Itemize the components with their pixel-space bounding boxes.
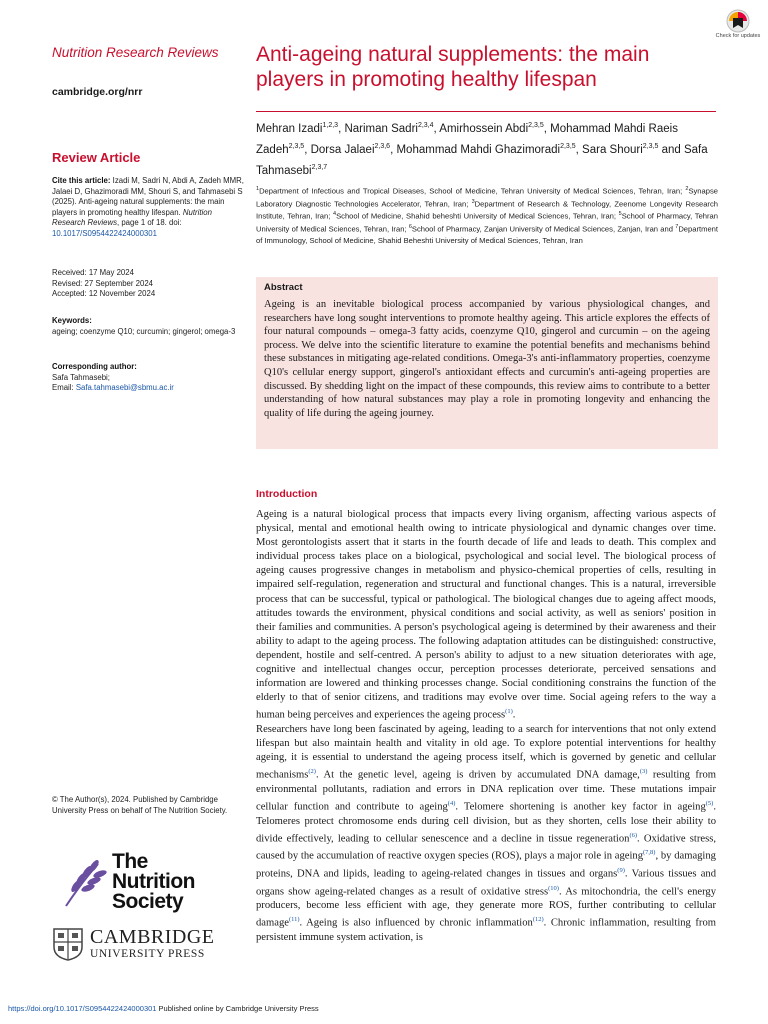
accepted-date: Accepted: 12 November 2024	[52, 289, 156, 298]
article-type: Review Article	[52, 150, 141, 165]
cite-doi-link[interactable]: 10.1017/S0954422424000301	[52, 228, 157, 238]
journal-url-link[interactable]: cambridge.org/nrr	[52, 86, 143, 98]
corresponding-label: Corresponding author:	[52, 362, 137, 371]
check-for-updates-icon[interactable]	[719, 8, 757, 50]
check-for-updates-label[interactable]: Check for updates	[715, 33, 761, 39]
ref-link[interactable]: (6)	[629, 831, 638, 839]
footer	[8, 1004, 319, 1013]
nutrition-society-logo: The Nutrition Society	[112, 850, 195, 913]
keywords-label: Keywords:	[52, 316, 92, 325]
affiliations: $^1$Department of Infectious and Tropical Diseases, School of Medicine, Tehran University of Medical Sciences, Tehran, Iran; $^2$Synapse Laboratory Diagnostic Technologies Accelerator, Tehran, Iran; $^3$Department of Research & Technology, Zeenome Longevity Research Institute, Tehran, Iran; $^4$School of Medicine, Shahid beheshti University of Medical Sciences, Tehran, Iran; $^5$School of Pharmacy, Tehran University of Medical Sciences, Tehran, Iran; $^6$School of Pharmacy, Zanjan University of Medical Sciences, Zanjan, Iran and $^7$Department of Immunology, School of Medicine, Shahid Beheshti University of Medical Sciences, Tehran, Iran	[256, 186, 719, 245]
abstract-text: Ageing is an inevitable biological process accompanied by various physiological changes, and researchers have long sought interventions to promote healthy ageing. This article explores the effects of four natural compounds – omega-3 fatty acids, coenzyme Q10, gingerol and curcumin – on the ageing process. We delve into the scientific literature to examine the potential benefits and mechanisms behind these substances in mitigating age-related conditions. Omega-3's anti-inflammatory properties, coenzyme Q10's cellular energy support, gingerol's antioxidant effects and curcumin's anti-ageing properties are discussed. By shedding light on the impact of these compounds, this review aims to contribute to a better understanding of how natural substances may play a role in promoting longevity and enhancing the quality of life during the ageing journey.	[264, 299, 710, 419]
ref-link[interactable]: (5)	[705, 799, 714, 807]
paragraph-1: Ageing is a natural biological process that impacts every living organism, affecting various aspects of physical, mental and emotional health owing to intricate physiological and dynamic changes over time. Most gerontologists assert that it starts in the fourth decade of life and leads to death. This complex and individual process takes place on a biological, psychological and social level. The biological process of ageing causes progressive changes in metabolism and physico-chemical properties of cells, resulting in impaired self-regulation, regeneration and structural and functional changes. This is a natural, irreversible process that can be successful, typical or pathological. The biological changes due to ageing affect moods, attitudes towards the environment, physical conditions and social activity, as well as seniors' position in their families and communities. A person's psychological ageing is determined by their awareness and their ability to adapt to the ageing process. The following adaptation attitudes can be distinguished: constructive, dependent, hostile and self-centred. A person's ability to adjust to a new situation deteriorates with age, cognitive and intellectual changes occur, perception processes deteriorate, perceived sensations and information are lowered and thinking processes change. Social conditioning constrains the function of the elderly to that of senior citizens, and traditions may evolve over time. Social ageing refers to the way a human being perceives and experiences the ageing process$^{(1)}$.	[256, 509, 716, 721]
doi-link[interactable]: https://doi.org/10.1017/S0954422424000301	[8, 1004, 157, 1013]
ref-link[interactable]: (10)	[548, 884, 559, 892]
published-note: Published online by Cambridge University Press	[156, 1004, 319, 1013]
wheat-icon	[60, 858, 108, 910]
ref-link[interactable]: (2)	[308, 768, 316, 776]
copyright-notice: © The Author(s), 2024. Published by Cambridge University Press on behalf of The Nutrition Society.	[52, 795, 228, 815]
title-divider	[256, 111, 716, 112]
introduction-heading: Introduction	[256, 488, 318, 500]
cambridge-shield-icon	[52, 927, 84, 961]
cite-journal: Nutrition Research Reviews	[52, 207, 212, 227]
citation-block	[52, 176, 247, 239]
ref-link[interactable]: (11)	[288, 916, 300, 924]
ref-link[interactable]: (1)	[505, 708, 513, 716]
corresponding-name: Safa Tahmasebi;	[52, 372, 110, 382]
abstract-heading: Abstract	[264, 282, 303, 293]
ref-link[interactable]: (9)	[617, 866, 625, 874]
author-list: Mehran Izadi$^{1,2,3}$, Nariman Sadri$^{2,3,4}$, Amirhossein Abdi$^{2,3,5}$, Mohammad Mahdi Raeis Zadeh$^{2,3,5}$, Dorsa Jalaei$^{2,3,6}$, Mohammad Mahdi Ghazimoradi$^{2,3,5}$, Sara Shouri$^{2,3,5}$ and Safa Tahmasebi$^{2,3,7}$	[256, 122, 708, 177]
email-link[interactable]: Safa.tahmasebi@sbmu.ac.ir	[75, 383, 174, 392]
ref-link[interactable]: (7,8)	[643, 849, 656, 857]
cite-pages: , page 1 of 18. doi:	[117, 218, 182, 227]
cambridge-logo-name: CAMBRIDGE	[90, 926, 215, 948]
keywords-block	[52, 316, 247, 337]
body-text	[256, 508, 716, 945]
ref-link[interactable]: (3)	[639, 768, 648, 776]
article-title: Anti-ageing natural supplements: the main players in promoting healthy lifespan	[256, 43, 650, 91]
revised-date: Revised: 27 September 2024	[52, 278, 153, 288]
cite-label: Cite this article:	[52, 176, 111, 185]
paragraph-2: Researchers have long been fascinated by ageing, leading to a search for interventions that not only extend lifespan but also maintain health and vitality in old age. To explore potential interventions for healthy ageing, it is essential to understand the ageing process itself, which is governed by genetic and cellular mechanisms$^{(2)}$. At the genetic level, ageing is driven by accumulated DNA damage,$^{(3)}$ resulting from environmental pollutants, radiation and errors in DNA replication over time. These mutations impair cellular function and contribute to ageing$^{(4)}$. Telomere shortening is another key factor in ageing$^{(5)}$. Telomeres protect chromosome ends during cell division, but as they shorten, cells lose their ability to divide effectively, leading to cellular senescence and a decline in tissue regeneration$^{(6)}$. Oxidative stress, caused by the accumulation of reactive oxygen species (ROS), plays a major role in ageing$^{(7,8)}$, by damaging proteins, DNA and lipids, leading to ageing-related changes in tissues and organs$^{(9)}$. Various tissues and organs show ageing-related changes as a result of oxidative stress$^{(10)}$. As mitochondria, the cell's energy producers, become less efficient with age, they generate more ROS, further contributing to cellular damage$^{(11)}$. Ageing is also influenced by chronic inflammation$^{(12)}$. Chronic inflammation, resulting from persistent immune system activation, is	[256, 723, 717, 943]
cite-text: Izadi M, Sadri N, Abdi A, Zadeh MMR, Jalaei D, Ghazimoradi MM, Shouri S, and Tahmasebi S (2025). Anti-ageing natural supplements: the main players in promoting healthy lifespan.	[52, 176, 244, 217]
corresponding-block	[52, 362, 247, 394]
email-label: Email:	[52, 383, 76, 392]
dates-block	[52, 268, 247, 300]
ref-link[interactable]: (4)	[447, 799, 456, 807]
ref-link[interactable]: (12)	[532, 916, 544, 924]
keywords-text: ageing; coenzyme Q10; curcumin; gingerol; omega-3	[52, 326, 236, 336]
cambridge-logo-press: UNIVERSITY PRESS	[90, 948, 205, 960]
received-date: Received: 17 May 2024	[52, 268, 134, 277]
journal-name[interactable]: Nutrition Research Reviews	[52, 45, 219, 60]
